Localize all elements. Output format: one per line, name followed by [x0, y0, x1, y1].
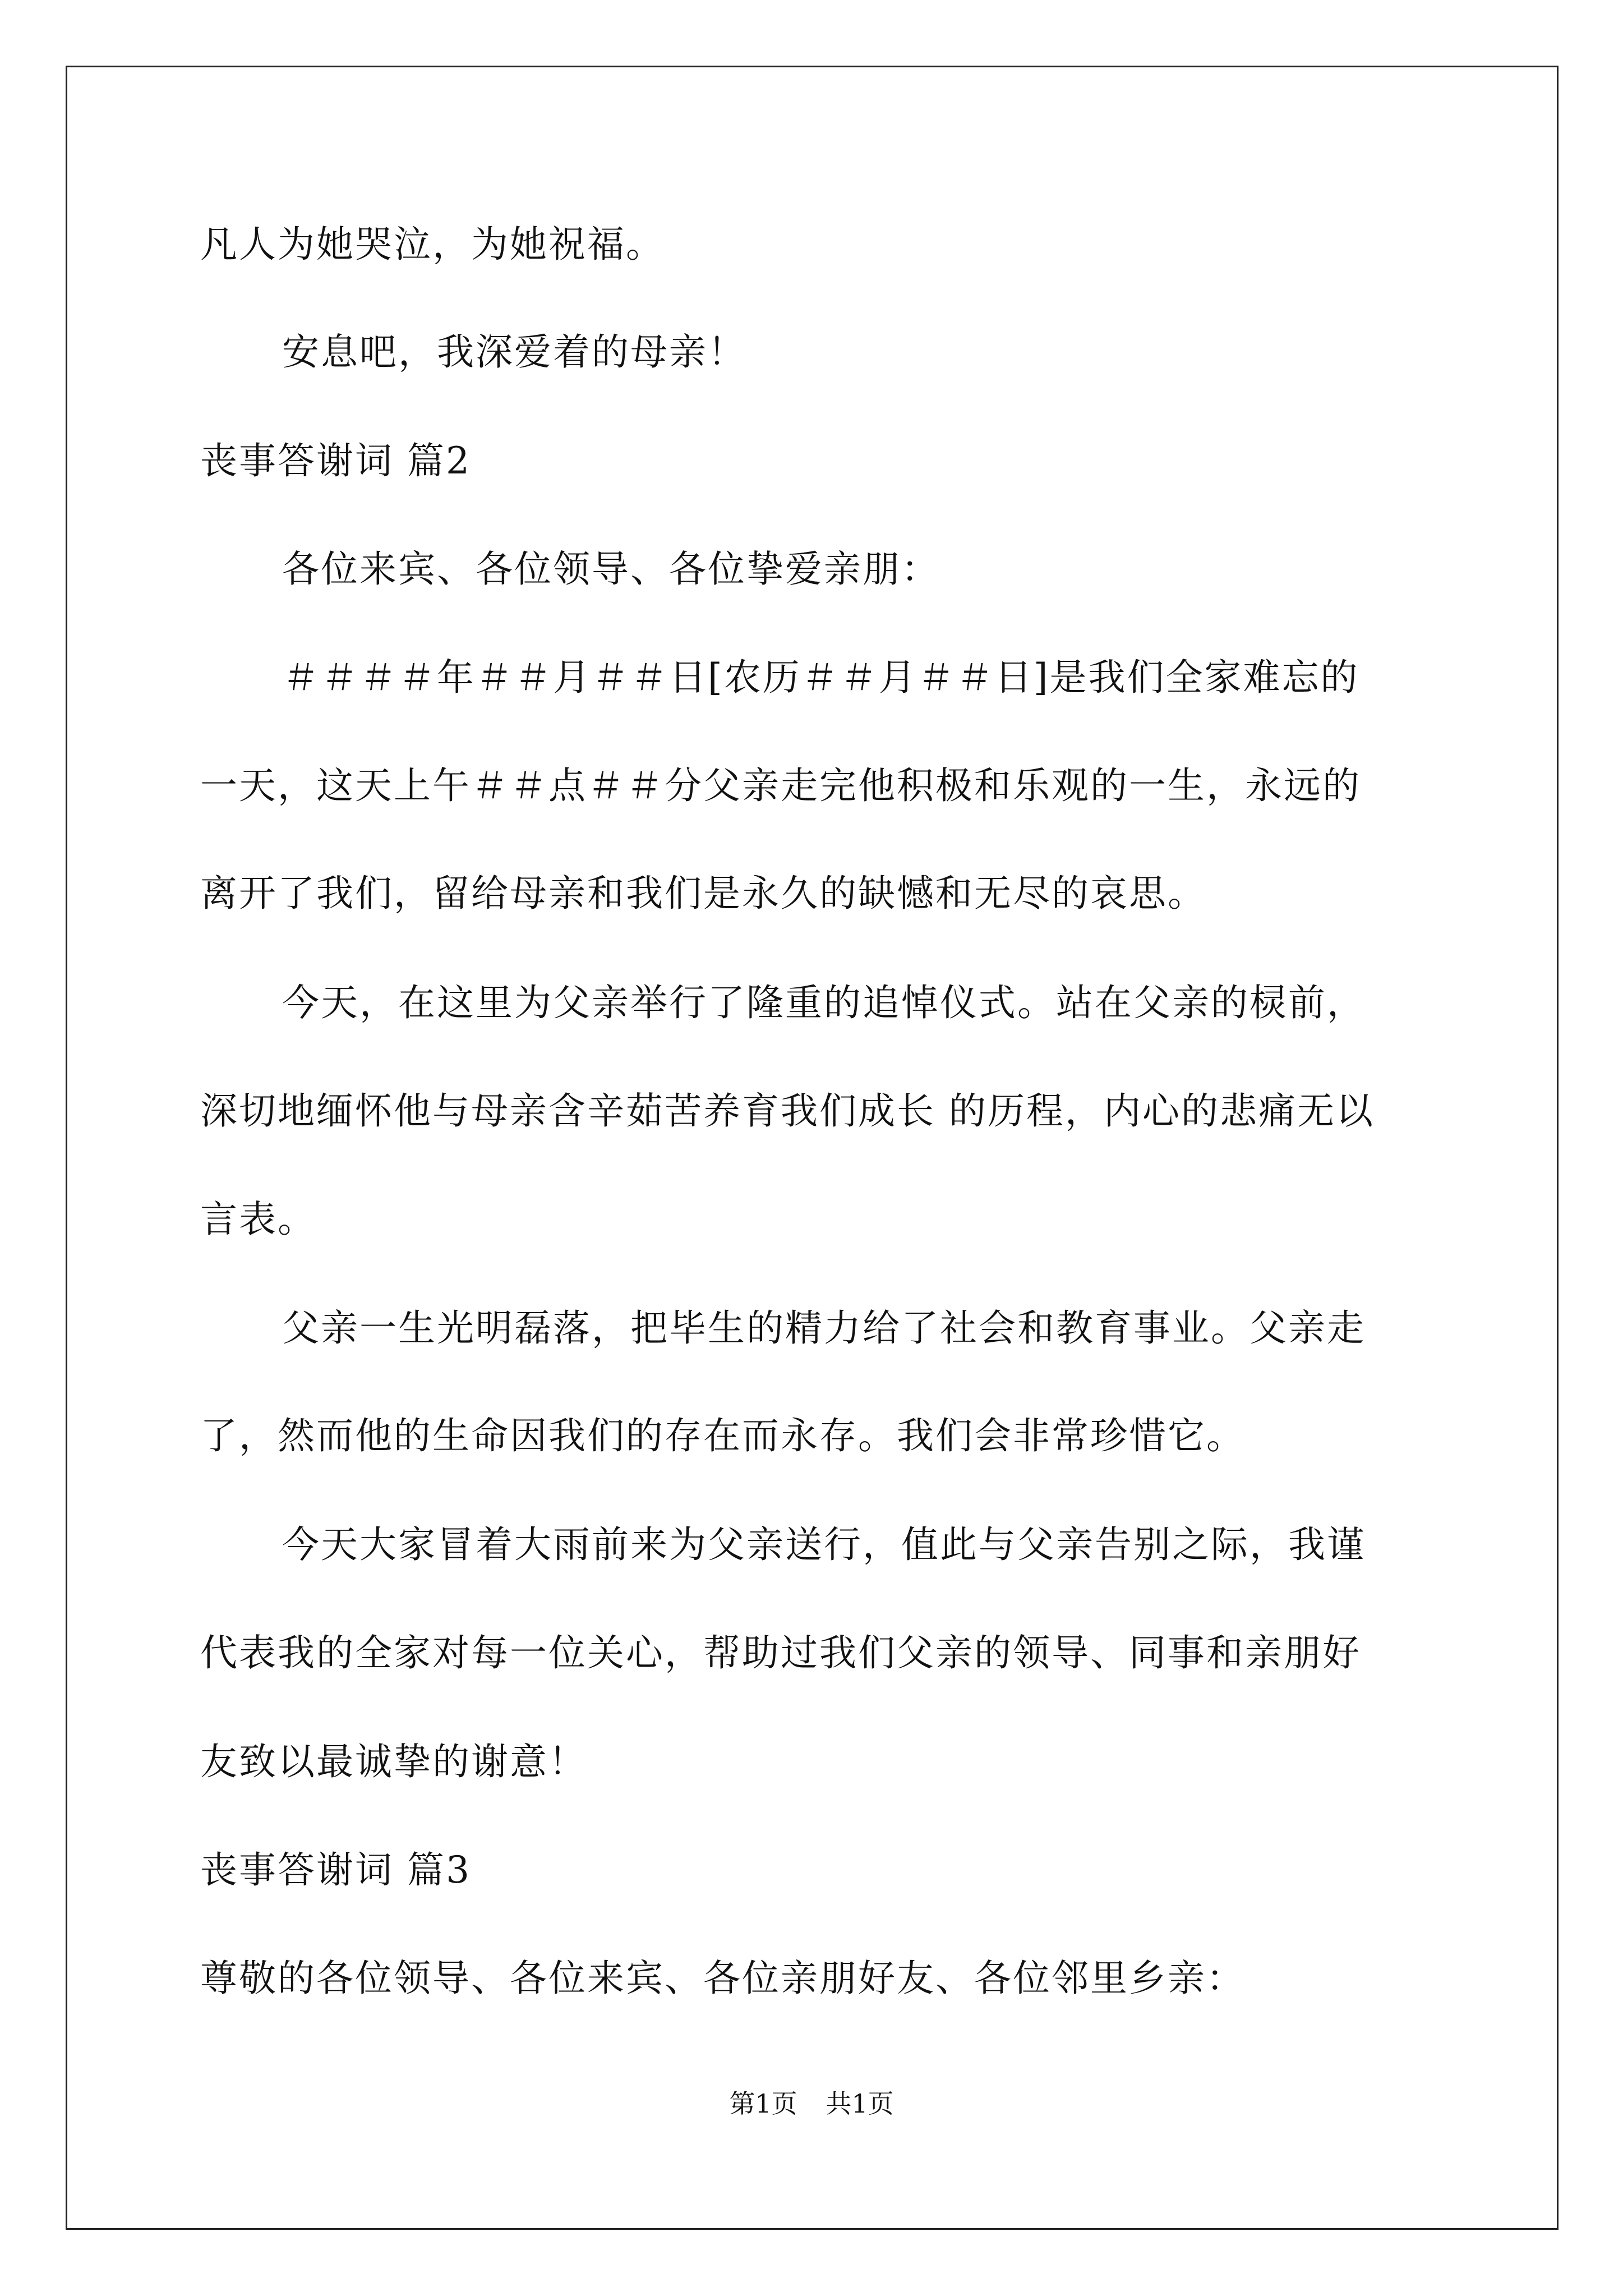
paragraph-line: 一天，这天上午＃＃点＃＃分父亲走完他积极和乐观的一生，永远的: [200, 764, 1361, 807]
paragraph-line: 今天，在这里为父亲举行了隆重的追悼仪式。站在父亲的棂前，: [282, 981, 1366, 1024]
paragraph-line: 离开了我们，留给母亲和我们是永久的缺憾和无尽的哀思。: [200, 872, 1206, 915]
page-footer: [0, 2088, 1623, 2119]
paragraph-line: 今天大家冒着大雨前来为父亲送行，值此与父亲告别之际，我谨: [282, 1523, 1366, 1566]
paragraph-line: ＃＃＃＃年＃＃月＃＃日[农历＃＃月＃＃日]是我们全家难忘的: [282, 656, 1359, 699]
paragraph-line: 了，然而他的生命因我们的存在而永存。我们会非常珍惜它。: [200, 1414, 1245, 1457]
paragraph-line: 父亲一生光明磊落，把毕生的精力给了社会和教育事业。父亲走: [282, 1306, 1366, 1350]
paragraph-line: 言表。: [200, 1198, 316, 1241]
paragraph-line: 尊敬的各位领导、各位来宾、各位亲朋好友、各位邻里乡亲：: [200, 1957, 1245, 2000]
paragraph-line: 深切地缅怀他与母亲含辛茹苦养育我们成长 的历程，内心的悲痛无以: [200, 1089, 1375, 1133]
paragraph-line: 各位来宾、各位领导、各位挚爱亲朋：: [282, 547, 940, 591]
section-heading: 丧事答谢词 篇3: [200, 1848, 471, 1892]
paragraph-line: 凡人为她哭泣，为她祝福。: [200, 223, 665, 266]
paragraph-line: 安息吧，我深爱着的母亲！: [282, 330, 746, 374]
paragraph-line: 代表我的全家对每一位关心，帮助过我们父亲的领导、同事和亲朋好: [200, 1631, 1361, 1674]
paragraph-line: 友致以最诚挚的谢意！: [200, 1740, 587, 1783]
page-border: [66, 66, 1559, 2230]
page-number: 第1页: [729, 2088, 797, 2119]
page-total: 共1页: [826, 2088, 894, 2119]
section-heading: 丧事答谢词 篇2: [200, 439, 471, 482]
